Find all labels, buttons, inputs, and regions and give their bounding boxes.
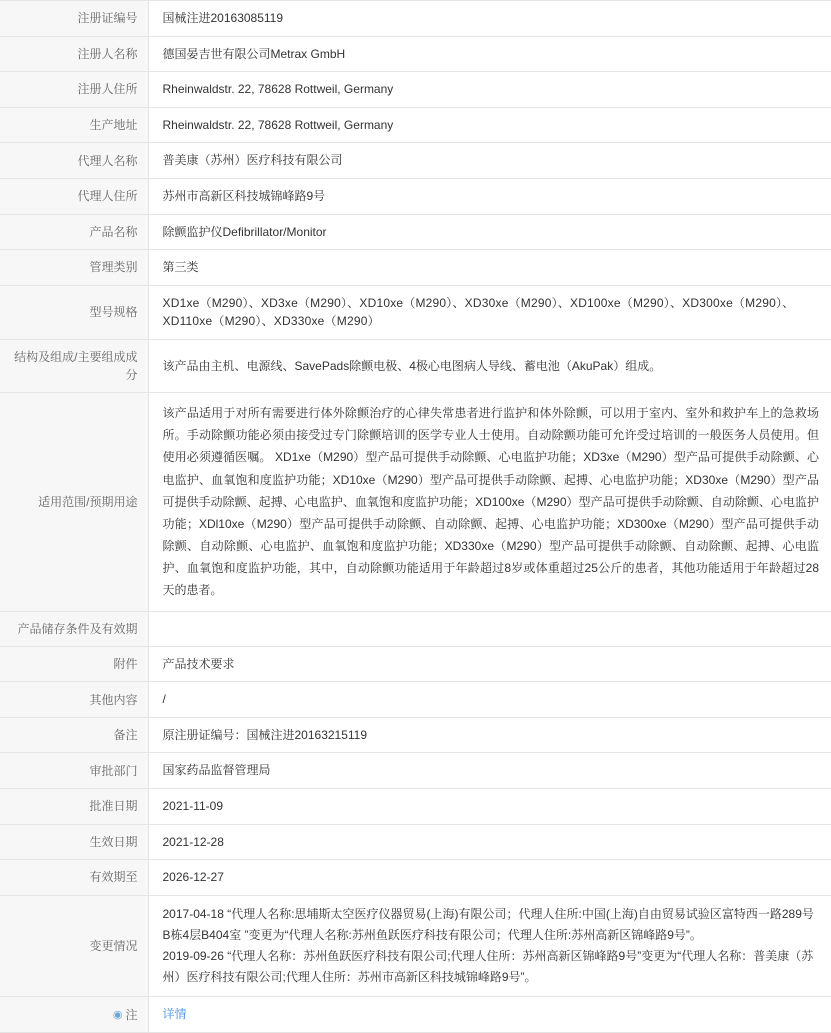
row-label-change-history: 变更情况 <box>0 895 148 996</box>
note-label-wrapper <box>111 1006 137 1024</box>
details-link[interactable]: 详情 <box>162 1007 187 1022</box>
row-label-product-name: 产品名称 <box>0 214 148 250</box>
row-label-note <box>0 996 148 1033</box>
row-label-agent-name: 代理人名称 <box>0 143 148 179</box>
row-value-agent-name: 普美康（苏州）医疗科技有限公司 <box>148 143 831 179</box>
table-row <box>0 789 831 825</box>
table-row <box>0 72 831 108</box>
change-entry: 2017-04-18 “代理人名称:思埔斯太空医疗仪器贸易(上海)有限公司；代理人住所:中国(上海)自由贸易试验区富特西一路289号B栋4层B404室 ”变更为“代理人名称:苏州鱼跃医疗科技有限公司；代理人住所:苏州高新区锦峰路9号”。 <box>162 906 814 942</box>
table-row <box>0 339 831 392</box>
row-value-registrant-address: Rheinwaldstr. 22, 78628 Rottweil, Germany <box>148 72 831 108</box>
row-value-registrant-name: 德国晏吉世有限公司Metrax GmbH <box>148 36 831 72</box>
table-row <box>0 860 831 896</box>
change-entry: 2019-09-26 “代理人名称：苏州鱼跃医疗科技有限公司;代理人住所：苏州高新区锦峰路9号”变更为“代理人名称：普美康（苏州）医疗科技有限公司;代理人住所：苏州市高新区科技城锦峰路9号”。 <box>162 948 814 984</box>
table-row <box>0 611 831 646</box>
row-value-intended-use: 该产品适用于对所有需要进行体外除颤治疗的心律失常患者进行监护和体外除颤，可以用于室内、室外和救护车上的急救场所。手动除颤功能必须由接受过专门除颤培训的医学专业人士使用。自动除颤功能可允许受过培训的一般医务人员使用。但使用必须遵循医嘱。 XD1xe（M290）型产品可提供手动除颤、心电监护功能；XD3xe（M290）型产品可提供手动除颤、心电监护、血氧饱和度监护功能；XD10xe（M290）型产品可提供手动除颤、起搏、心电监护功能；XD30xe（M290）型产品可提供手动除颤、起搏、心电监护、血氧饱和度监护功能；XD100xe（M290）型产品可提供手动除颤、自动除颤、心电监护功能；XDl10xe（M290）型产品可提供手动除颤、自动除颤、起搏、心电监护功能；XD300xe（M290）型产品可提供手动除颤、自动除颤、心电监护、血氧饱和度监护功能；XD330xe（M290）型产品可提供手动除颤、自动除颤、起搏、心电监护、血氧饱和度监护功能，其中，自动除颤功能适用于年龄超过8岁或体重超过25公斤的患者，其他功能适用于年龄超过28天的患者。 <box>148 392 831 611</box>
row-value-registration-number: 国械注进20163085119 <box>148 1 831 37</box>
row-value-structure-composition: 该产品由主机、电源线、SavePads除颤电极、4极心电图病人导线、蓄电池（AkuPak）组成。 <box>148 339 831 392</box>
table-row <box>0 143 831 179</box>
table-row <box>0 285 831 339</box>
row-value-agent-address: 苏州市高新区科技城锦峰路9号 <box>148 178 831 214</box>
row-value-attachment: 产品技术要求 <box>148 646 831 682</box>
row-label-structure-composition: 结构及组成/主要组成成分 <box>0 339 148 392</box>
row-value-note <box>148 996 831 1033</box>
row-value-approval-date: 2021-11-09 <box>148 789 831 825</box>
table-row <box>0 250 831 286</box>
row-value-valid-until: 2026-12-27 <box>148 860 831 896</box>
table-row <box>0 824 831 860</box>
row-value-management-category: 第三类 <box>148 250 831 286</box>
row-label-remarks: 备注 <box>0 717 148 753</box>
row-value-effective-date: 2021-12-28 <box>148 824 831 860</box>
row-label-other-content: 其他内容 <box>0 682 148 718</box>
row-label-registrant-name: 注册人名称 <box>0 36 148 72</box>
row-label-production-address: 生产地址 <box>0 107 148 143</box>
table-row <box>0 178 831 214</box>
info-icon: ◉ <box>112 1008 123 1021</box>
row-value-other-content: / <box>148 682 831 718</box>
row-label-agent-address: 代理人住所 <box>0 178 148 214</box>
row-label-attachment: 附件 <box>0 646 148 682</box>
row-value-storage-conditions <box>148 611 831 646</box>
table-row <box>0 682 831 718</box>
row-label-registrant-address: 注册人住所 <box>0 72 148 108</box>
row-label-effective-date: 生效日期 <box>0 824 148 860</box>
row-label-valid-until: 有效期至 <box>0 860 148 896</box>
row-value-change-history <box>148 895 831 996</box>
table-body <box>0 1 831 1033</box>
table-row <box>0 646 831 682</box>
table-row-changes <box>0 895 831 996</box>
row-label-intended-use: 适用范围/预期用途 <box>0 392 148 611</box>
table-row <box>0 36 831 72</box>
row-label-approval-date: 批准日期 <box>0 789 148 825</box>
row-label-model-spec: 型号规格 <box>0 285 148 339</box>
table-row <box>0 717 831 753</box>
row-label-storage-conditions: 产品储存条件及有效期 <box>0 611 148 646</box>
row-value-model-spec: XD1xe（M290）、XD3xe（M290）、XD10xe（M290）、XD30xe（M290）、XD100xe（M290）、XD300xe（M290）、XD110xe（M290）、XD330xe（M290） <box>148 285 831 339</box>
table-row <box>0 392 831 611</box>
table-row <box>0 214 831 250</box>
table-row <box>0 1 831 37</box>
row-value-approval-department: 国家药品监督管理局 <box>148 753 831 789</box>
row-value-product-name: 除颤监护仪Defibrillator/Monitor <box>148 214 831 250</box>
table-row-note <box>0 996 831 1033</box>
table-row <box>0 753 831 789</box>
row-value-production-address: Rheinwaldstr. 22, 78628 Rottweil, Germany <box>148 107 831 143</box>
row-label-approval-department: 审批部门 <box>0 753 148 789</box>
note-label-text: 注 <box>125 1008 138 1023</box>
row-label-registration-number: 注册证编号 <box>0 1 148 37</box>
row-label-management-category: 管理类别 <box>0 250 148 286</box>
row-value-remarks: 原注册证编号：国械注进20163215119 <box>148 717 831 753</box>
table-row <box>0 107 831 143</box>
